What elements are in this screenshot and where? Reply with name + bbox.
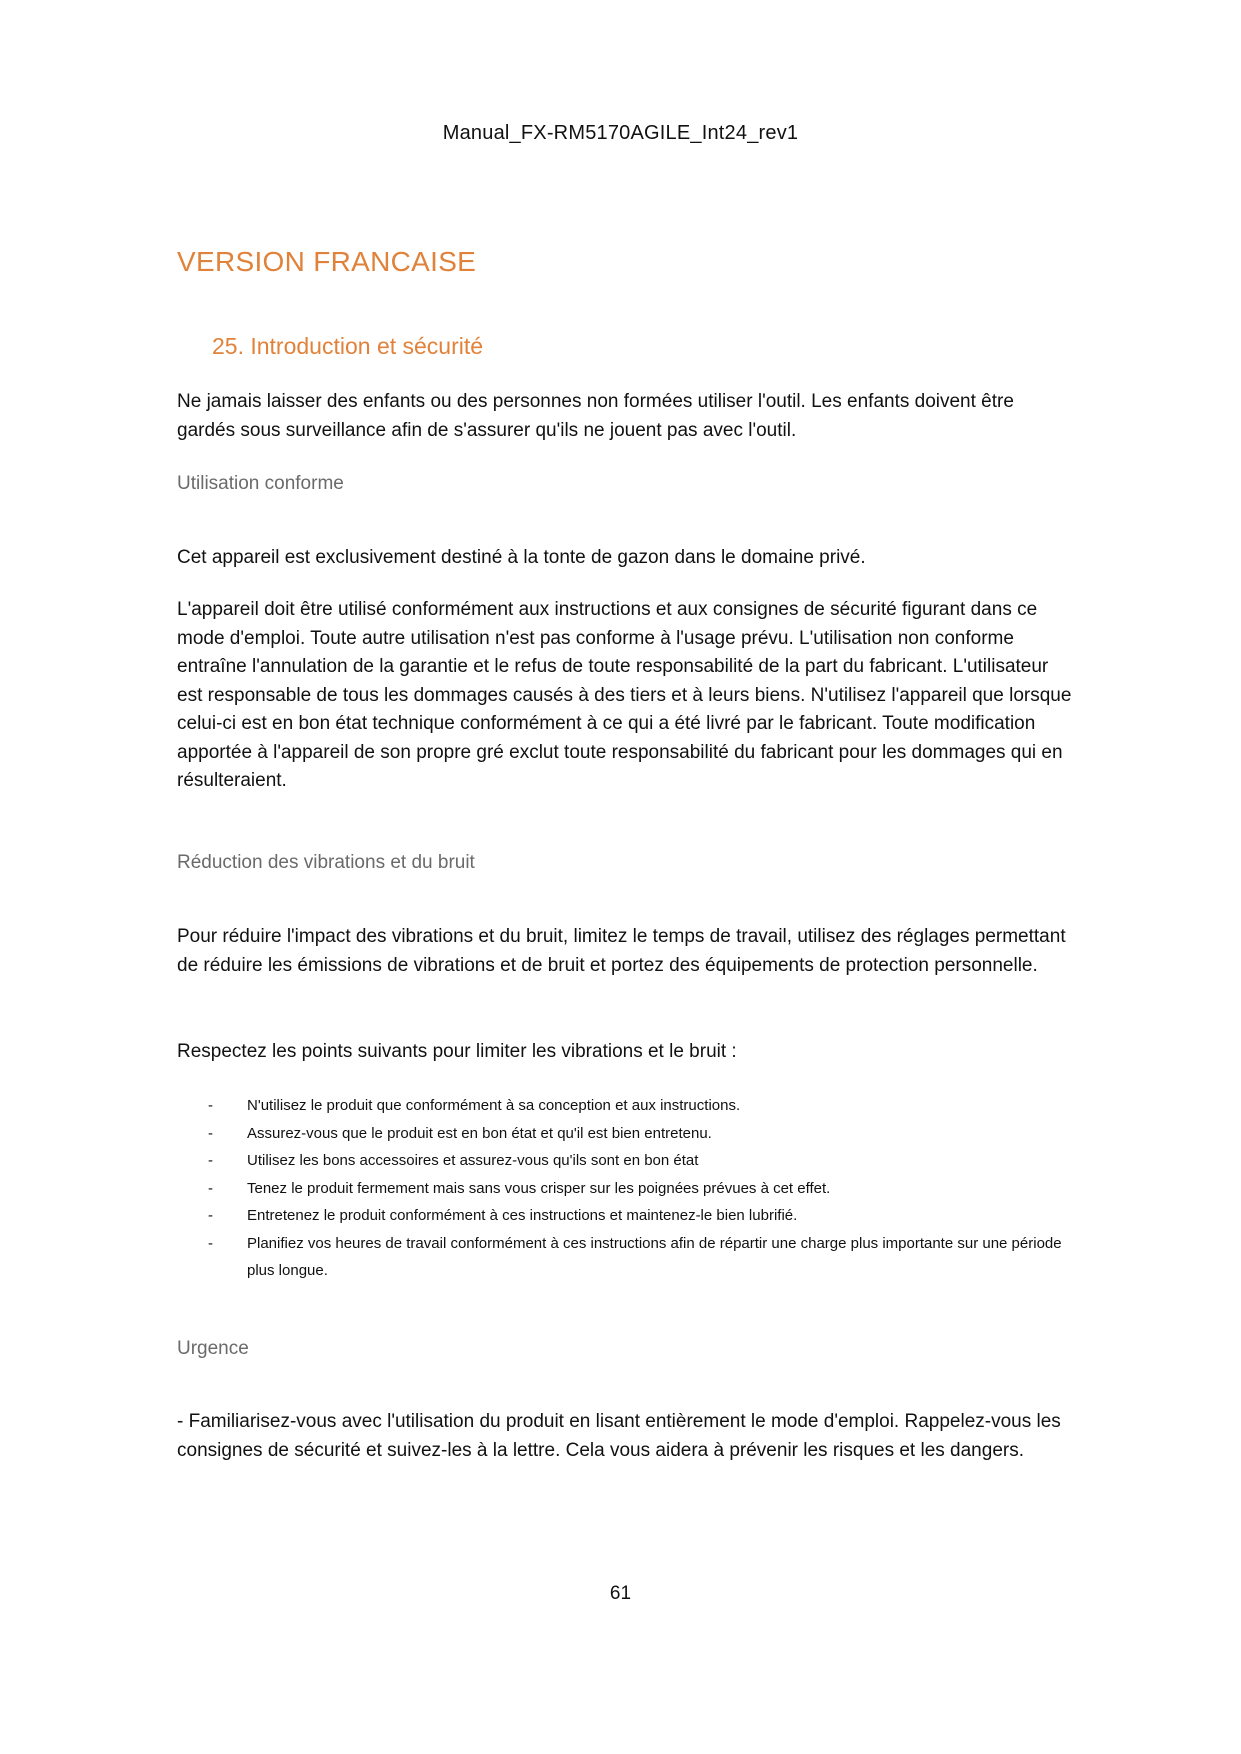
list-item (208, 1120, 1078, 1148)
list-item-text: Entretenez le produit conformément à ces instructions et maintenez-le bien lubrifié. (247, 1207, 798, 1224)
page-number: 61 (609, 1583, 632, 1604)
bullet-dash: - (208, 1152, 213, 1169)
list-item-text: Tenez le produit fermement mais sans vous crisper sur les poignées prévues à cet effet. (247, 1179, 831, 1197)
document-header: Manual_FX-RM5170AGILE_Int24_rev1 (442, 122, 799, 144)
subheading-vibrations: Réduction des vibrations et du bruit (177, 852, 475, 873)
list-item (208, 1175, 1078, 1203)
list-item-text: Assurez-vous que le produit est en bon état et qu'il est bien entretenu. (247, 1124, 712, 1142)
list-item-text: Planifiez vos heures de travail conformément à ces instructions afin de répartir une charge plus importante sur une période plus longue. (247, 1234, 1062, 1279)
bullet-dash: - (208, 1207, 213, 1224)
vibrations-paragraph-1: Pour réduire l'impact des vibrations et du bruit, limitez le temps de travail, utilisez des réglages permettant de réduire les émissions de vibrations et de bruit et portez des équipements de protection personnelle. (177, 926, 1066, 976)
language-title: VERSION FRANCAISE (177, 246, 477, 277)
bullet-dash: - (208, 1124, 213, 1142)
utilisation-paragraph-1: Cet appareil est exclusivement destiné à la tonte de gazon dans le domaine privé. (177, 547, 866, 568)
intro-paragraph: Ne jamais laisser des enfants ou des personnes non formées utiliser l'outil. Les enfants doivent être gardés sous surveillance afin de s'assurer qu'ils ne jouent pas avec l'outil. (177, 391, 1014, 441)
subheading-utilisation: Utilisation conforme (177, 473, 344, 494)
vibration-tips-list (208, 1092, 1078, 1285)
bullet-dash: - (208, 1097, 213, 1114)
list-item-text: N'utilisez le produit que conformément à sa conception et aux instructions. (247, 1097, 741, 1114)
list-item-text: Utilisez les bons accessoires et assurez-vous qu'ils sont en bon état (247, 1152, 699, 1169)
bullet-dash: - (208, 1179, 213, 1197)
list-item (208, 1092, 1078, 1120)
list-item (208, 1202, 1078, 1230)
vibrations-paragraph-2: Respectez les points suivants pour limiter les vibrations et le bruit : (177, 1041, 737, 1062)
subheading-urgence: Urgence (177, 1338, 249, 1359)
list-item (208, 1147, 1078, 1175)
section-title: 25. Introduction et sécurité (212, 333, 484, 359)
bullet-dash: - (208, 1234, 213, 1252)
utilisation-paragraph-2: L'appareil doit être utilisé conformément aux instructions et aux consignes de sécurité figurant dans ce mode d'emploi. Toute autre utilisation n'est pas conforme à l'usage prévu. L'utilisation non conforme entraîne l'annulation de la garantie et le refus de toute responsabilité de la part du fabricant. L'utilisateur est responsable de tous les dommages causés à des tiers et à leurs biens. N'utilisez l'appareil que lorsque celui-ci est en bon état technique conformément à ce qui a été livré par le fabricant. Toute modification apportée à l'appareil de son propre gré exclut toute responsabilité du fabricant pour les dommages qui en résulteraient. (177, 599, 1072, 791)
list-item (208, 1230, 1078, 1285)
urgence-paragraph-1: - Familiarisez-vous avec l'utilisation du produit en lisant entièrement le mode d'emploi. Rappelez-vous les consignes de sécurité et suivez-les à la lettre. Cela vous aidera à prévenir les risques et les dangers. (177, 1411, 1061, 1461)
